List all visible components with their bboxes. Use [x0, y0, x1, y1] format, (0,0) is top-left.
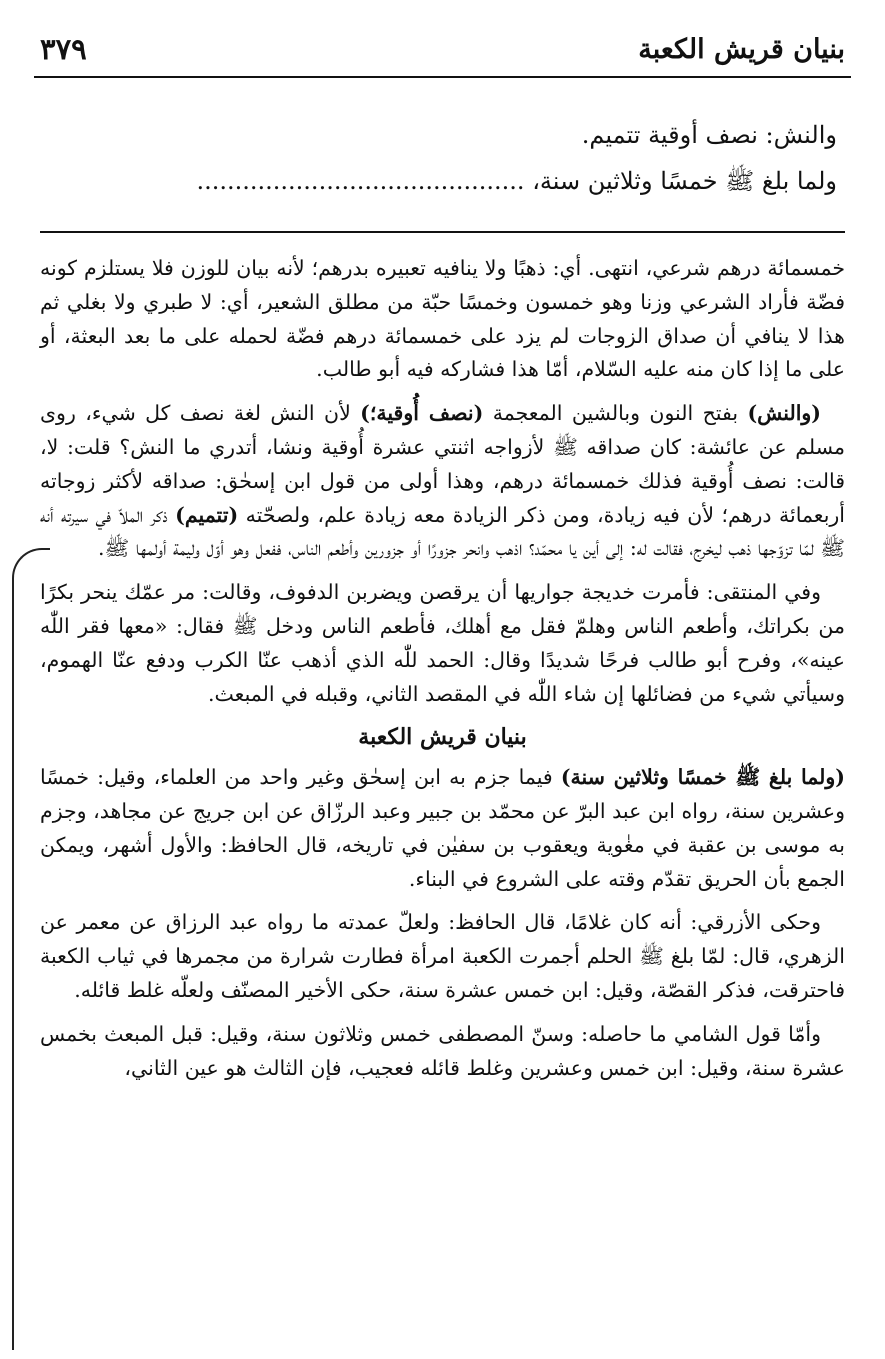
lemma: (تتميم)	[175, 502, 239, 527]
running-title: بنيان قريش الكعبة	[638, 34, 845, 65]
lemma: (والنش)	[747, 401, 821, 426]
paragraph-text: فيما جزم به ابن إسحٰق وغير واحد من العلماء، وقيل: خمسًا وعشرين سنة، رواه ابن عبد البرّ عن محمّد بن جبير وعبد الرزّاق عن ابن جريج عن مجاهد، وجزم به موسى بن عقبة في مغٰوية ويعقوب بن سفيٰن في تاريخه، قال الحافظ: والأول أشهر، ويمكن الجمع بأن الحريق تقدّم وقته على الشروع في البناء.	[40, 765, 845, 891]
page-number: ٣٧٩	[40, 32, 87, 66]
commentary-paragraph	[40, 761, 845, 896]
matn-line: والنش: نصف أوقية تتميم.	[581, 121, 837, 149]
commentary-paragraph: خمسمائة درهم شرعي، انتهى. أي: ذهبًا ولا ينافيه تعبيره بدرهم؛ لأنه بيان للوزن فلا يستلزم كونه فضّة فأراد الشرعي وزنا وهو خمسون وخمسًا حبّة من مطلق الشعير، أي: لا طبري ولا بغلي ثم هذا لا ينافي أن صداق الزوجات لم يزد على خمسمائة درهم فضّة لحمله على ما بعد البعثة، أو على ما إذا كان منه عليه السّلام، أمّا هذا فشاركه فيه أبو طالب.	[40, 256, 845, 382]
commentary-paragraph: وفي المنتقى: فأمرت خديجة جواريها أن يرقصن ويضربن الدفوف، وقالت: مر عمّك ينحر بكرًا من بكراتك، وأطعم الناس وهلمّ فقل مع أهلك، فأطعم الناس ودخل ﷺ فقال: «معها فقر اللّٰه عينه»، وفرح أبو طالب فرحًا شديدًا وقال: الحمد للّٰه الذي أذهب عنّا الكرب ودفع عنّا الهموم، وسيأتي شيء من فضائلها إن شاء اللّٰه في المقصد الثاني، وقبله في المبعث.	[40, 580, 845, 706]
commentary-paragraph: وحكى الأزرقي: أنه كان غلامًا، قال الحافظ: ولعلّ عمدته ما رواه عبد الرزاق عن معمر عن الزهري، قال: لمّا بلغ ﷺ الحلم أجمرت الكعبة امرأة فطارت شرارة من مجمرها في ثياب الكعبة فاحترقت، فذكر القصّة، وقيل: ابن خمس عشرة سنة، حكى الأخير المصنّف ولعلّه غلط قائله.	[40, 910, 845, 1002]
leader-dots: ...........................................	[196, 167, 525, 195]
paragraph-text: بفتح النون وبالشين المعجمة	[483, 401, 748, 426]
commentary-paragraph: وأمّا قول الشامي ما حاصله: وسنّ المصطفى خمس وثلاثون سنة، وقيل: قبل المبعث بخمس عشرة سنة، وقيل: ابن خمس وعشرين وغلط قائله فعجيب، فإن الثالث هو عين الثاني،	[40, 1021, 845, 1080]
paragraph-text: ذكر الملاّ في سيرته أنه ﷺ لمّا تزوّجها ذهب ليخرج، فقالت له: إلى أين يا محمّد؟ اذهب وانحر جزورًا أو جزورين وأطعم الناس، ففعل وهو أوّل وليمة أولمها ﷺ.	[40, 502, 845, 561]
commentary-block	[40, 252, 845, 1095]
matn-line	[40, 158, 837, 204]
matn-line-text: ولما بلغ ﷺ خمسًا وثلاثين سنة،	[532, 167, 837, 195]
paragraph-text: لأن النش لغة نصف كل شيء، روى مسلم عن عائشة: كان صداقه ﷺ لأزواجه اثنتي عشرة أُوقية ونشا، أتدري ما النش؟ قلت: لا، قالت: نصف أُوقية فذلك خمسمائة درهم، وهذا أولى من قول ابن إسحٰق: صداقه لأكثر زوجاته أربعمائة درهم؛ لأن فيه زيادة، ومن ذكر الزيادة معه زيادة علم، ولصحّته	[40, 401, 845, 527]
header-divider	[34, 76, 851, 78]
section-heading: بنيان قريش الكعبة	[358, 724, 527, 751]
matn-text-block	[40, 112, 837, 204]
section-divider	[40, 231, 845, 233]
lemma: (نصف أُوقية؛)	[360, 401, 484, 426]
running-header	[40, 30, 845, 70]
lemma: (ولما بلغ ﷺ خمسًا وثلاثين سنة)	[560, 765, 845, 790]
commentary-paragraph	[40, 397, 845, 566]
